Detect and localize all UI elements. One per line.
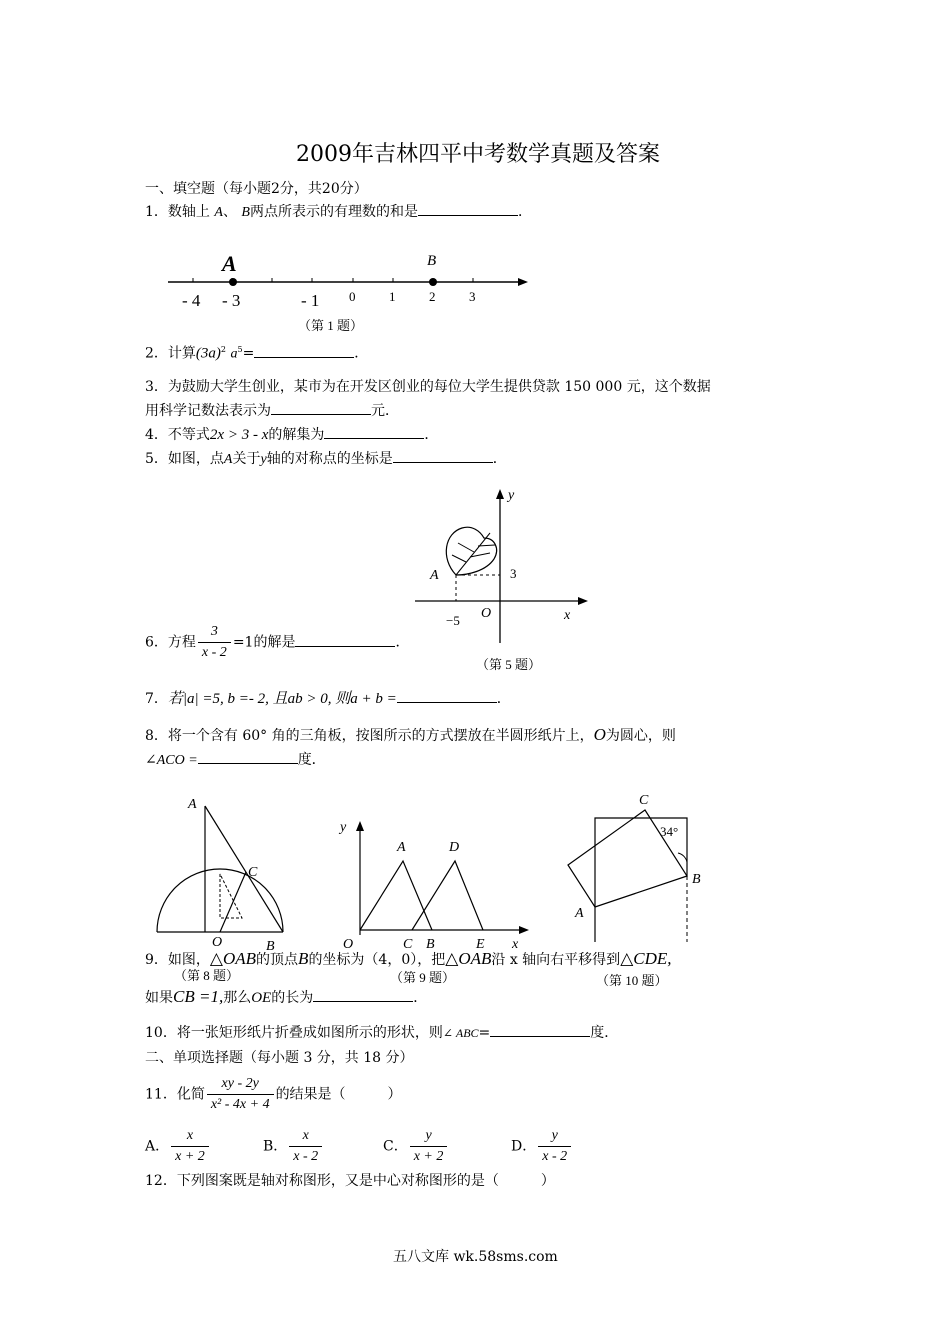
- axis-y-label: y: [260, 452, 267, 467]
- period: ．: [354, 345, 369, 362]
- answer-blank[interactable]: [271, 402, 371, 415]
- q9-text: 的长为: [271, 990, 314, 1006]
- q9-text: 9．如图，: [145, 952, 210, 968]
- denominator: x - 2: [201, 645, 227, 660]
- q9-text: 沿 x 轴向右平移得到: [491, 952, 621, 968]
- point-a-label: A: [397, 840, 406, 855]
- question-10: [145, 1024, 618, 1042]
- inequality: 2x > 3 - x: [209, 427, 269, 443]
- origin-label: O: [481, 606, 492, 621]
- answer-blank[interactable]: [490, 1024, 590, 1037]
- tick-label: 3: [469, 289, 476, 304]
- question-12: 12．下列图案既是轴对称图形，又是中心对称图形的是（ ）: [145, 1173, 555, 1189]
- option-d[interactable]: [511, 1126, 573, 1167]
- question-5: [145, 450, 507, 469]
- figure-caption: （第 5 题）: [476, 657, 542, 672]
- question-11: [145, 1074, 402, 1115]
- q4-text: 不等式: [167, 427, 210, 443]
- point-b-label: B: [427, 253, 437, 269]
- answer-blank[interactable]: [418, 203, 518, 216]
- figure-caption: （第 9 题）: [390, 970, 456, 985]
- denominator: x + 2: [413, 1149, 444, 1164]
- option-label: D．: [511, 1138, 537, 1155]
- equals: =: [242, 345, 255, 362]
- numerator: x: [289, 1126, 322, 1147]
- q6-text: 方程: [167, 634, 196, 651]
- q11-text: 化简: [176, 1086, 205, 1103]
- point-b-label: B: [298, 949, 309, 968]
- question-number: 7．: [145, 691, 168, 707]
- cb-value: CB =1,: [173, 987, 224, 1006]
- question-number: 11．: [145, 1086, 177, 1103]
- fraction: [207, 1074, 274, 1115]
- period: ．: [517, 204, 532, 220]
- denominator: x - 2: [293, 1149, 319, 1164]
- question-6: [145, 622, 409, 663]
- period: ．: [413, 990, 428, 1006]
- option-label: A．: [145, 1138, 170, 1155]
- oe-segment: OE: [251, 990, 272, 1006]
- numerator: y: [538, 1126, 571, 1147]
- q10-text-post: 度．: [590, 1025, 619, 1041]
- axis-x-label: x: [564, 608, 571, 623]
- point-d-label: D: [449, 840, 460, 855]
- point-b-label: B: [692, 872, 701, 887]
- equals: =: [478, 1025, 491, 1041]
- q5-text-post: 轴的对称点的坐标是: [266, 451, 393, 467]
- q9-text: 那么: [223, 990, 252, 1006]
- denominator: x + 2: [175, 1149, 205, 1164]
- fraction: [410, 1126, 448, 1167]
- figure-1-number-line: [160, 245, 540, 340]
- question-number: 6．: [145, 634, 168, 651]
- numerator: 3: [198, 622, 231, 643]
- answer-blank[interactable]: [254, 345, 354, 358]
- answer-blank[interactable]: [393, 450, 493, 463]
- answer-blank[interactable]: [198, 751, 298, 764]
- q7-text: 若|a| =5, b =- 2, 且ab > 0, 则a + b =: [167, 691, 397, 707]
- q11-text-post: 的结果是（ ）: [275, 1086, 402, 1103]
- answer-blank[interactable]: [397, 690, 497, 703]
- tick-label: 2: [429, 289, 436, 304]
- point-o-label: O: [212, 935, 223, 950]
- question-9-line-1: [145, 950, 672, 969]
- fraction: [198, 622, 231, 663]
- expression: (3a): [195, 345, 221, 362]
- tick-label: 0: [349, 289, 356, 304]
- section-heading-fill-in: 一、填空题（每小题2分，共20分）: [145, 181, 368, 197]
- tick-label: - 1: [301, 291, 320, 310]
- center-o-label: O: [593, 725, 606, 744]
- figure-caption: （第 8 题）: [174, 968, 240, 983]
- angle-aco: ∠ACO =: [145, 753, 198, 768]
- axis-y-label: y: [508, 488, 515, 503]
- period: ．: [424, 427, 439, 443]
- tick-label: - 3: [222, 291, 241, 310]
- tick-label: 1: [389, 289, 396, 304]
- period: ．: [492, 451, 507, 467]
- q8-text-post: 为圆心，则: [605, 728, 676, 744]
- axis-y-label: y: [340, 820, 347, 835]
- point-a-label: A: [575, 906, 584, 921]
- option-a[interactable]: [145, 1126, 211, 1167]
- x-value-label: −5: [446, 613, 460, 628]
- point-a-dot: [229, 278, 237, 286]
- origin-label: O: [343, 937, 354, 952]
- tick-label: - 4: [182, 291, 201, 310]
- triangle-cde: △CDE,: [620, 949, 672, 968]
- point-b-label: B: [266, 939, 275, 954]
- point-b-label: B: [241, 205, 250, 220]
- answer-blank[interactable]: [324, 426, 424, 439]
- question-3-line-1: 3．为鼓励大学生创业，某市为在开发区创业的每位大学生提供贷款 150 000 元，这个数据: [145, 379, 711, 395]
- fraction: [538, 1126, 571, 1167]
- point-c-label: C: [639, 793, 649, 808]
- q5-text-mid: 关于: [232, 451, 261, 467]
- q10-text: 10．将一张矩形纸片折叠成如图所示的形状，则: [145, 1025, 443, 1041]
- q2-text: 计算: [167, 345, 196, 362]
- q9-text: 的坐标为（4，0），把: [308, 952, 446, 968]
- answer-blank[interactable]: [295, 634, 395, 647]
- point-b-dot: [429, 278, 437, 286]
- point-b-label: B: [426, 937, 435, 952]
- option-label: B．: [263, 1138, 288, 1155]
- exponent: 2: [220, 345, 227, 354]
- question-number: 1．: [145, 204, 168, 220]
- figure-caption: （第 10 题）: [596, 973, 668, 988]
- footer-watermark: 五八文库 wk.58sms.com: [393, 1249, 558, 1265]
- q8-text: 8．将一个含有 60° 角的三角板，按图所示的方式摆放在半圆形纸片上，: [145, 728, 594, 744]
- q9-text: 如果: [145, 990, 173, 1006]
- point-c-label: C: [403, 937, 413, 952]
- option-label: C．: [383, 1138, 408, 1155]
- answer-blank[interactable]: [313, 989, 413, 1002]
- option-c[interactable]: [383, 1126, 449, 1167]
- question-8-line-2: [145, 751, 326, 770]
- point-a-label: A: [222, 251, 237, 276]
- q3-text-post: 元．: [371, 403, 399, 419]
- period: ．: [496, 691, 511, 707]
- point-e-label: E: [476, 937, 485, 952]
- triangle-oab: △OAB: [209, 949, 257, 968]
- numerator: x: [171, 1126, 209, 1147]
- q1-text-post: 两点所表示的有理数的和是: [249, 204, 418, 220]
- question-2: [145, 341, 368, 364]
- numerator: xy - 2y: [207, 1074, 274, 1095]
- q9-text: 的顶点: [256, 952, 299, 968]
- point-a-label: A: [188, 797, 197, 812]
- fraction: [171, 1126, 209, 1167]
- question-number: 2．: [145, 345, 168, 362]
- angle-abc: ∠ ABC: [442, 1026, 479, 1040]
- q3-text: 用科学记数法表示为: [145, 403, 271, 419]
- question-number: 5．: [145, 451, 168, 467]
- q4-text-post: 的解集为: [268, 427, 325, 443]
- denominator: x - 2: [542, 1149, 568, 1164]
- figure-5-coordinate-plane: [410, 483, 600, 678]
- option-b[interactable]: [263, 1126, 324, 1167]
- point-a-label: A: [223, 452, 233, 467]
- angle-label: 34°: [660, 824, 679, 839]
- section-heading-single-choice: 二、单项选择题（每小题 3 分，共 18 分）: [145, 1050, 414, 1066]
- question-8-line-1: [145, 726, 676, 745]
- exponent: 5: [237, 345, 243, 354]
- question-1: [145, 203, 532, 222]
- y-value-label: 3: [510, 566, 517, 581]
- page-title: 2009年吉林四平中考数学真题及答案: [296, 142, 660, 167]
- question-9-line-2: [145, 988, 427, 1007]
- q8-text-end: 度．: [297, 752, 326, 768]
- question-number: 4．: [145, 427, 168, 443]
- period: ．: [395, 634, 410, 651]
- figure-caption: （第 1 题）: [298, 318, 364, 333]
- point-c-label: C: [248, 865, 258, 880]
- separator: 、: [222, 204, 237, 220]
- triangle-oab: △OAB: [445, 949, 492, 968]
- fraction: [289, 1126, 322, 1167]
- point-a-label: A: [214, 205, 223, 220]
- q1-text: 数轴上: [167, 204, 210, 220]
- q6-text-post: =1的解是: [232, 634, 296, 651]
- question-7: [145, 690, 511, 708]
- question-4: [145, 426, 438, 444]
- q5-text: 如图，点: [167, 451, 224, 467]
- point-a-label: A: [430, 568, 439, 583]
- numerator: y: [410, 1126, 448, 1147]
- question-3-line-2: [145, 402, 399, 420]
- axis-x-label: x: [512, 937, 519, 952]
- variable: a: [230, 346, 238, 362]
- denominator: x² - 4x + 4: [210, 1097, 270, 1112]
